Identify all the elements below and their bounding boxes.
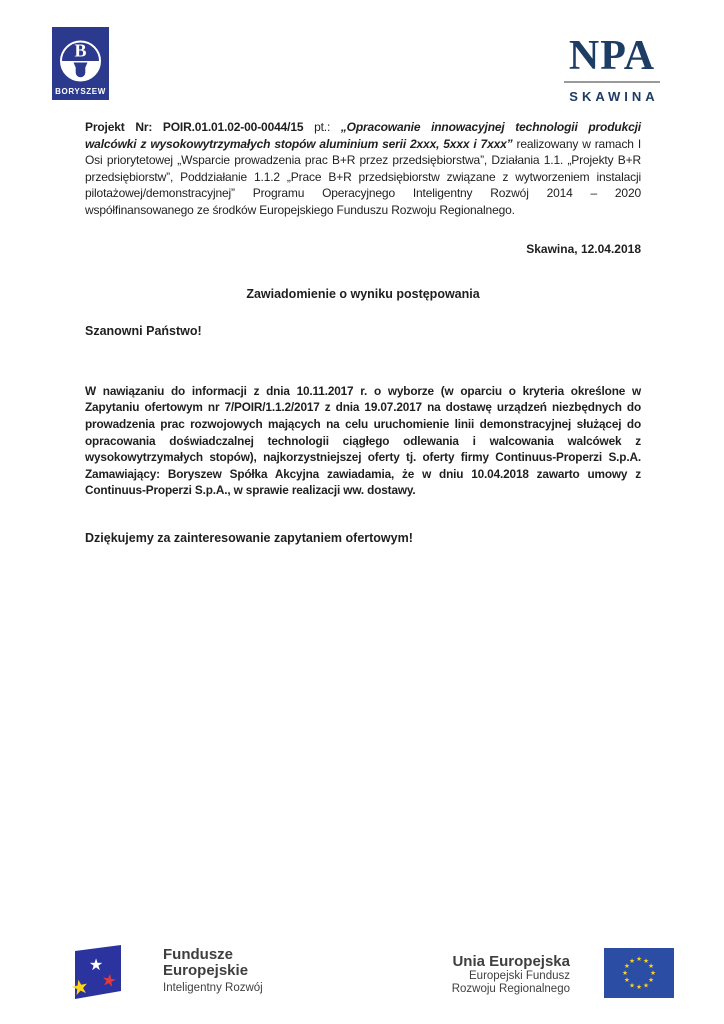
svg-text:★: ★ [648, 976, 655, 985]
eu-subtitle-line1: Europejski Fundusz [469, 970, 570, 982]
svg-text:★: ★ [622, 969, 628, 978]
svg-text:★: ★ [636, 955, 642, 964]
svg-text:★: ★ [648, 962, 655, 971]
svg-text:★: ★ [629, 981, 635, 990]
svg-text:★: ★ [88, 955, 104, 974]
svg-text:★: ★ [643, 981, 649, 990]
eu-subtitle-line2: Rozwoju Regionalnego [451, 983, 570, 995]
svg-text:★: ★ [99, 969, 119, 993]
closing-line: Dziękujemy za zainteresowanie zapytaniem ofertowym! [85, 531, 413, 545]
svg-text:★: ★ [636, 983, 642, 992]
fe-logo-text [163, 947, 333, 994]
project-title: „Opracowanie innowacyjnej technologii produkcji walcówki z wysokowytrzymałych stopów aluminium serii 2xxx, 5xxx i 7xxx” [85, 120, 641, 151]
project-number: Projekt Nr: POIR.01.01.02-00-0044/15 [85, 120, 315, 134]
letter-heading: Zawiadomienie o wyniku postępowania [246, 287, 480, 301]
boryszew-monogram: B [74, 40, 87, 61]
eu-title: Unia Europejska [452, 953, 570, 970]
letter-body-paragraph: W nawiązaniu do informacji z dnia 10.11.2017 r. o wyborze (w oparciu o kryteria określone w Zapytaniu ofertowym nr 7/POIR/1.1.2/2017 z dnia 19.07.2017 na dostawę urządzeń niezbędnych do prowadzenia prac rozwojowych mających na celu uruchomienie linii demonstracyjnej służącej do opracowania doświadczalnej technologii ciągłego odlewania i walcowania walcówek z wysokowytrzymałych stopów), najkorzystniejszej oferty tj. oferty firmy Continuus-Properzi S.p.A. Zamawiający: Boryszew Spółka Akcyjna zawiadamia, że w dniu 10.04.2018 zawarto umowy z Continuus-Properzi S.p.A., w sprawie realizacji ww. dostawy. [85, 383, 641, 498]
eu-logo-text [410, 953, 570, 996]
fe-subtitle: Inteligentny Rozwój [163, 982, 263, 994]
npa-divider-line [564, 81, 660, 83]
npa-wordmark: NPA [568, 33, 656, 79]
svg-text:★: ★ [623, 976, 630, 985]
svg-text:★: ★ [650, 969, 656, 978]
boryszew-logo-icon [52, 27, 109, 100]
npa-skawina-logo [562, 34, 662, 104]
svg-text:★: ★ [643, 957, 649, 966]
svg-text:★: ★ [68, 973, 92, 1001]
boryszew-logo [52, 27, 109, 105]
salutation: Szanowni Państwo! [85, 324, 202, 338]
fe-title-line2: Europejskie [163, 962, 249, 979]
svg-text:★: ★ [623, 962, 630, 971]
project-programme-info: realizowany w ramach I Osi priorytetowej „Wsparcie prowadzenia prac B+R przez przedsiębiorstwa”, Działania 1.1. „Projekty B+R przedsiębiorstw”, Poddziałanie 1.1.2 „Prace B+R przedsiębiorstw związane z wytworzeniem instalacji pilotażowej/demonstracyjnej” Programu Operacyjnego Inteligentny Rozwój 2014 – 2020 współfinansowanego ze środków Europejskiego Funduszu Rozwoju Regionalnego. [85, 136, 642, 217]
svg-text:★: ★ [629, 957, 635, 966]
eu-flag-icon [604, 948, 674, 998]
place-and-date: Skawina, 12.04.2018 [526, 242, 641, 256]
fe-title-line1: Fundusze [163, 946, 233, 963]
npa-city-label: SKAWINA [569, 89, 659, 104]
fe-flag-icon [66, 943, 128, 1003]
boryszew-wordmark: BORYSZEW [55, 87, 106, 96]
project-title-prefix: pt.: [314, 120, 341, 134]
project-info-paragraph [85, 119, 641, 219]
